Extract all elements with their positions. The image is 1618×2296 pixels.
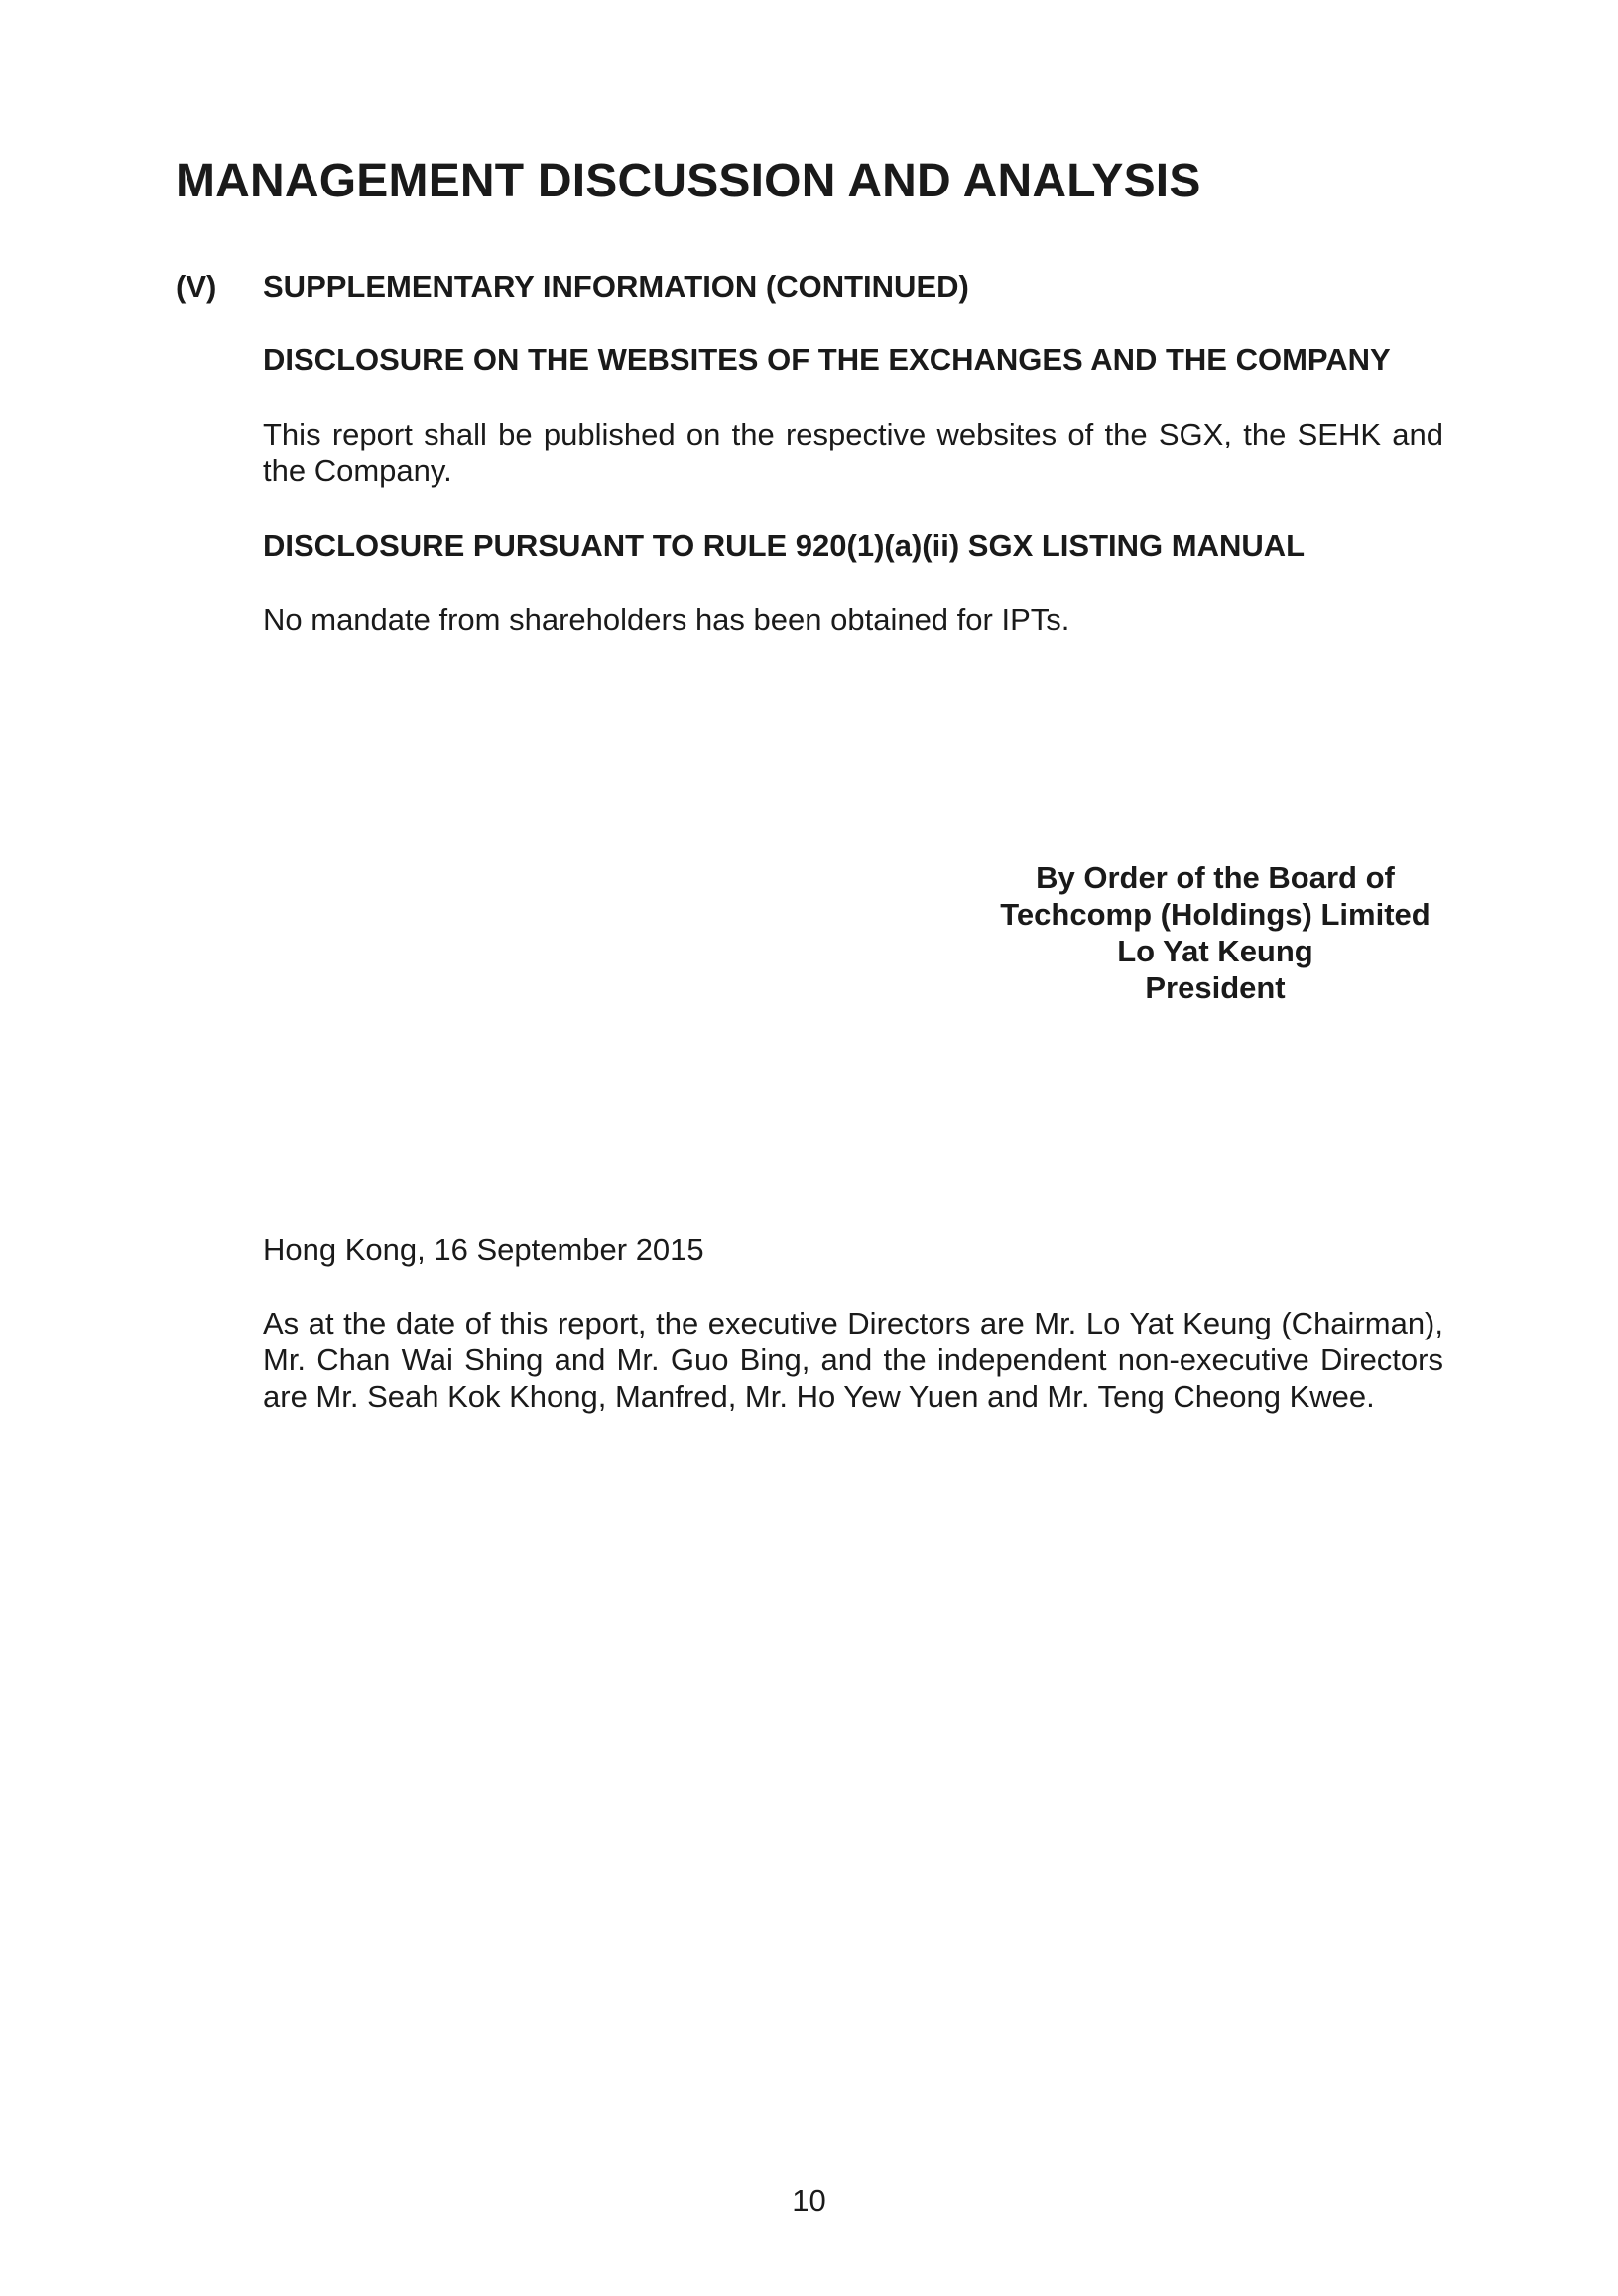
section-heading: SUPPLEMENTARY INFORMATION (CONTINUED) <box>263 269 969 304</box>
signature-order-line: By Order of the Board of <box>1036 860 1395 895</box>
directors-statement: As at the date of this report, the executive Directors are Mr. Lo Yat Keung (Chairman), Mr. Chan Wai Shing and Mr. Guo Bing, and the independent non-executive Directors are Mr. Seah Kok Khong, Manfred, Mr. Ho Yew Yuen and Mr. Teng Cheong Kwee. <box>263 1306 1443 1414</box>
place-date: Hong Kong, 16 September 2015 <box>263 1232 704 1267</box>
section-marker: (V) <box>176 269 217 304</box>
page-number: 10 <box>792 2183 826 2218</box>
page-title: MANAGEMENT DISCUSSION AND ANALYSIS <box>176 155 1201 207</box>
signature-name: Lo Yat Keung <box>1117 934 1313 968</box>
websites-disclosure-heading: DISCLOSURE ON THE WEBSITES OF THE EXCHANGES AND THE COMPANY <box>263 342 1391 377</box>
signature-block <box>982 859 1448 1006</box>
signature-role: President <box>1145 970 1286 1005</box>
websites-disclosure-text: This report shall be published on the respective websites of the SGX, the SEHK and the Company. <box>263 417 1443 488</box>
signature-company: Techcomp (Holdings) Limited <box>1000 897 1431 932</box>
rule-disclosure-heading: DISCLOSURE PURSUANT TO RULE 920(1)(a)(ii) SGX LISTING MANUAL <box>263 528 1306 563</box>
rule-disclosure-text: No mandate from shareholders has been obtained for IPTs. <box>263 602 1070 637</box>
